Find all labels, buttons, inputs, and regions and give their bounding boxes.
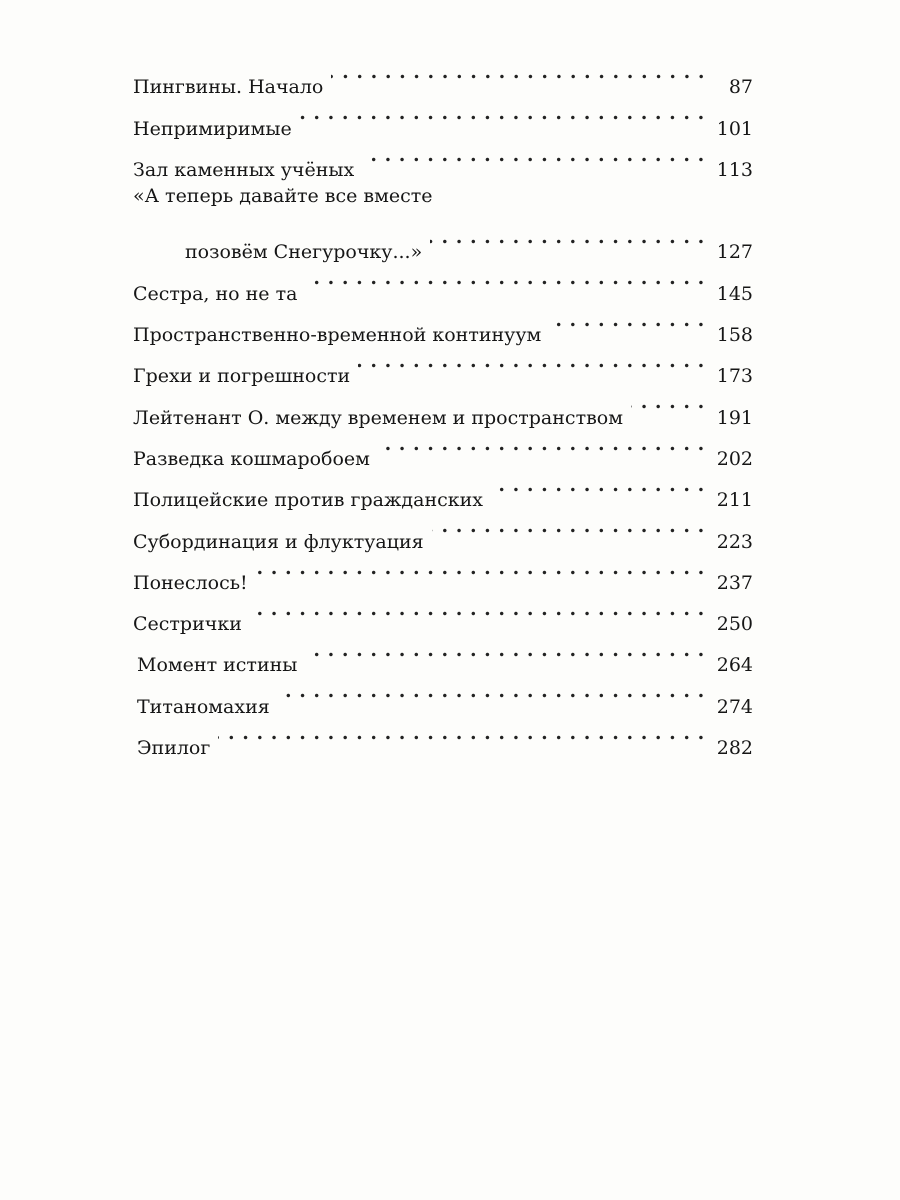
toc-entry-title: Разведка кошмаробоем [133,447,370,470]
toc-entry-page: 158 [716,324,753,347]
toc-entry-title: Субординация и флуктуация [133,530,424,553]
toc-entry-title: «А теперь давайте все вместе [133,184,433,207]
dot-leader [362,135,705,176]
toc-entry-continuation [133,217,753,264]
dot-leader [331,52,705,93]
dot-leader [256,548,705,589]
toc-entry-page: 191 [716,406,753,429]
dot-leader [549,300,704,341]
toc-entry-title: Полицейские против гражданских [133,489,484,512]
toc-entry-title: Лейтенант О. между временем и пространством [133,406,623,429]
toc-entry-title: Момент истины [137,654,298,677]
toc-entry-page: 202 [716,447,753,470]
dot-leader [305,258,704,299]
toc-entry-title: Непримиримые [133,117,292,140]
dot-leader [631,382,705,423]
toc-entry-first-line [133,176,753,217]
toc-entry-title: Эпилог [137,737,211,760]
dot-leader [491,465,705,506]
toc-entry [133,713,753,760]
toc-entry [133,52,753,99]
toc-entry-title: Понеслось! [133,571,248,594]
dot-leader [278,671,705,712]
toc-entry-page: 145 [716,282,753,305]
dot-leader [430,217,705,258]
toc-entry-title: позовём Снегурочку...» [185,241,423,264]
dot-leader [358,341,705,382]
toc-entry-title: Грехи и погрешности [133,365,351,388]
toc-entry-page: 250 [716,613,753,636]
dot-leader [250,589,705,630]
toc-entry-title: Пространственно-временной континуум [133,324,542,347]
toc-entry-page: 101 [716,117,753,140]
toc-entry-title: Титаномахия [137,695,270,718]
dot-leader [378,424,705,465]
toc-entry-page: 87 [728,76,753,99]
toc-entry-title: Зал каменных учёных [133,158,355,181]
toc-entry-page: 127 [716,241,753,264]
toc-entry-page: 274 [716,695,753,718]
toc-entry-page: 173 [716,365,753,388]
toc-entry-title: Сестрички [133,613,242,636]
dot-leader [300,93,705,134]
toc-entry-title: Сестра, но не та [133,282,298,305]
toc-entry-page: 282 [716,737,753,760]
toc-entry-page: 237 [716,571,753,594]
toc-entry-page: 211 [716,489,753,512]
dot-leader [432,506,705,547]
toc-entry-page: 223 [716,530,753,553]
table-of-contents [133,52,753,760]
toc-entry-page: 113 [716,158,753,181]
toc-entry-page: 264 [716,654,753,677]
toc-entry-title: Пингвины. Начало [133,76,324,99]
dot-leader [218,713,704,754]
dot-leader [305,630,704,671]
